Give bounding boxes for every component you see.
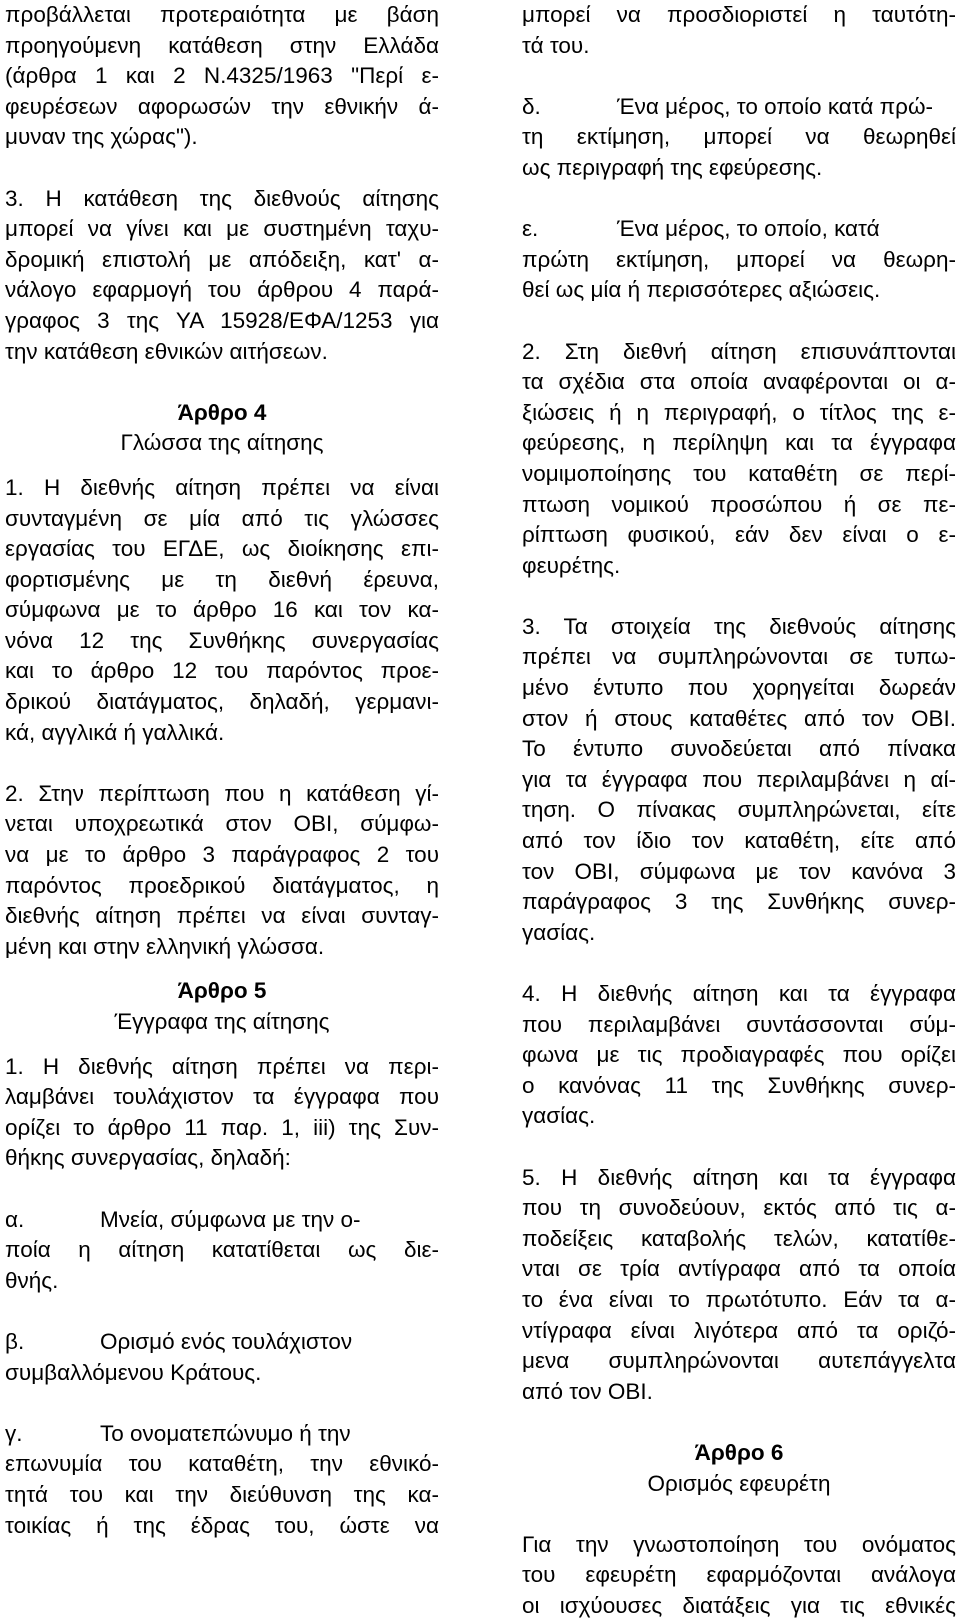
paragraph-2: [522, 337, 956, 582]
article-title: Ορισμός εφευρέτη: [647, 1470, 831, 1496]
text-line: θήκης συνεργασίας, δηλαδή:: [5, 1145, 291, 1171]
right-column: [522, 0, 956, 1621]
text-line: φορτισμένης με τη διεθνή έρευνα,: [5, 566, 439, 592]
text-line: γασίας.: [522, 919, 596, 945]
text-line: κά, αγγλικά ή γαλλικά.: [5, 719, 225, 745]
text-line: φευρέτης.: [522, 552, 621, 578]
list-item-e: [522, 214, 956, 306]
text-line: ξιώσεις ή η περιγραφή, ο τίτλος της ε-: [522, 399, 956, 425]
text-line: του εφευρέτη εφαρμόζονται ανάλογα: [522, 1562, 956, 1588]
paragraph-3-right: [522, 612, 956, 949]
text-line: Για την γνωστοποίηση του ονόματος: [522, 1531, 956, 1557]
text-line: που τη συνοδεύουν, εκτός από τις α-: [522, 1195, 956, 1221]
article-4-paragraph-1: [5, 473, 439, 748]
text-line: λαμβάνει τουλάχιστον τα έγγραφα που: [5, 1084, 439, 1110]
text-line: ορίζει το άρθρο 11 παρ. 1, iii) της Συν-: [5, 1114, 439, 1140]
text-line: γραφος 3 της ΥΑ 15928/ΕΦΑ/1253 για: [5, 307, 439, 333]
text-line: τά του.: [522, 32, 590, 58]
item-text: Το ονοματεπώνυμο ή την: [100, 1420, 351, 1446]
text-line: νομιμοποίησης του καταθέτη σε περί-: [522, 460, 956, 486]
article-4-paragraph-2: [5, 779, 439, 963]
text-line: ποδείξεις καταβολής τελών, κατατίθε-: [522, 1225, 956, 1251]
text-line: παράγραφος 3 της Συνθήκης συνερ-: [522, 889, 956, 915]
article-number: Άρθρο 5: [177, 978, 267, 1004]
left-column: [5, 0, 439, 1541]
text-line: να με το άρθρο 3 παράγραφος 2 του: [5, 842, 439, 868]
text-line: προηγούμενη κατάθεση στην Ελλάδα: [5, 32, 439, 58]
text-line: 2. Στην περίπτωση που η κατάθεση γί-: [5, 780, 439, 806]
paragraph-intro: [5, 0, 439, 153]
text-line: παρόντος προεδρικού διατάγματος, η: [5, 872, 439, 898]
text-line: που περιλαμβάνει συντάσσονται σύμ-: [522, 1011, 956, 1037]
text-line: τηση. Ο πίνακας συμπληρώνεται, είτε: [522, 797, 956, 823]
text-line: θεί ως μία ή περισσότερες αξιώσεις.: [522, 277, 881, 303]
text-line: μπορεί να γίνει και με συστημένη ταχυ-: [5, 216, 439, 242]
item-label: δ.: [522, 93, 541, 119]
text-line: φεύρεσης, η περίληψη και τα έγγραφα: [522, 430, 956, 456]
text-line: τον ΟΒΙ, σύμφωνα με τον κανόνα 3: [522, 858, 956, 884]
text-line: νται σε τρία αντίγραφα από τα οποία: [522, 1256, 956, 1282]
text-line: πρώτη εκτίμηση, μπορεί να θεωρη-: [522, 246, 956, 272]
text-line: προβάλλεται προτεραιότητα με βάση: [5, 2, 439, 27]
text-line: συμβαλλόμενου Κράτους.: [5, 1359, 262, 1385]
article-title: Έγγραφα της αίτησης: [114, 1009, 330, 1034]
text-line: [522, 214, 956, 245]
text-line: ο κανόνας 11 της Συνθήκης συνερ-: [522, 1072, 956, 1098]
text-line: 5. Η διεθνής αίτηση και τα έγγραφα: [522, 1164, 956, 1190]
paragraph-4: [522, 979, 956, 1132]
text-line: θνής.: [5, 1267, 59, 1293]
text-line: νόνα 12 της Συνθήκης συνεργασίας: [5, 627, 439, 653]
article-number: Άρθρο 6: [694, 1439, 784, 1465]
text-line: από τον ΟΒΙ.: [522, 1378, 653, 1404]
item-text: Ένα μέρος, το οποίο κατά πρώ-: [617, 93, 934, 119]
text-line: τα σχέδια στα οποία αναφέρονται οι α-: [522, 369, 956, 395]
paragraph-5: [522, 1163, 956, 1408]
text-line: φωνα με τις προδιαγραφές που ορίζει: [522, 1042, 956, 1068]
text-line: 4. Η διεθνής αίτηση και τα έγγραφα: [522, 981, 956, 1006]
article-6-heading: [522, 1438, 956, 1499]
item-label: α.: [5, 1206, 25, 1232]
text-line: μυναν της χώρας").: [5, 124, 198, 150]
text-line: Το έντυπο συνοδεύεται από πίνακα: [522, 736, 956, 762]
text-line: 3. Η κατάθεση της διεθνούς αίτησης: [5, 185, 439, 211]
text-line: οι ισχύουσες διατάξεις για τις εθνικές: [522, 1592, 956, 1618]
text-line: [5, 1205, 439, 1236]
item-label: ε.: [522, 216, 539, 242]
text-line: γασίας.: [522, 1103, 596, 1129]
article-5-paragraph-1: [5, 1052, 439, 1174]
article-title: Γλώσσα της αίτησης: [120, 430, 324, 456]
text-line: τητά του και την διεύθυνση της κα-: [5, 1481, 439, 1507]
text-line: για τα έγγραφα που περιλαμβάνει η αί-: [522, 766, 956, 792]
text-line: ρίπτωση φυσικού, εάν δεν είναι ο ε-: [522, 522, 956, 548]
text-line: διεθνής αίτηση πρέπει να είναι συνταγ-: [5, 903, 439, 929]
list-item-a: [5, 1205, 439, 1297]
text-line: συνταγμένη σε μία από τις γλώσσες: [5, 505, 439, 531]
item-text: Ένα μέρος, το οποίο, κατά: [617, 216, 880, 242]
text-line: φευρέσεων αφορωσών την εθνικήν ά-: [5, 93, 439, 119]
text-line: ντίγραφα είναι λιγότερα από τα οριζό-: [522, 1317, 956, 1343]
text-line: 1. Η διεθνής αίτηση πρέπει να περι-: [5, 1053, 439, 1079]
item-text: Ορισμό ενός τουλάχιστον: [100, 1328, 353, 1354]
item-label: β.: [5, 1328, 25, 1354]
text-line: εργασίας του ΕΓΔΕ, ως διοίκησης επι-: [5, 536, 439, 562]
text-line: δρικού διατάγματος, δηλαδή, γερμανι-: [5, 689, 439, 715]
text-line: 1. Η διεθνής αίτηση πρέπει να είναι: [5, 474, 439, 500]
text-line: πρέπει να συμπληρώνονται σε τυπω-: [522, 644, 956, 670]
text-line: το ένα είναι το πρωτότυπο. Εάν τα α-: [522, 1286, 956, 1312]
text-line: 2. Στη διεθνή αίτηση επισυνάπτονται: [522, 338, 956, 364]
text-line: [5, 1419, 439, 1450]
text-line: [522, 92, 956, 123]
text-line: την κατάθεση εθνικών αιτήσεων.: [5, 338, 328, 364]
text-line: επωνυμία του καταθέτη, την εθνικό-: [5, 1451, 439, 1477]
text-line: και το άρθρο 12 του παρόντος προε-: [5, 658, 439, 684]
text-line: μενα συμπληρώνονται αυτεπάγγελτα: [522, 1348, 956, 1374]
list-item-c: [5, 1419, 439, 1541]
text-line: νάλογο εφαρμογή του άρθρου 4 παρά-: [5, 277, 439, 303]
list-item-b: [5, 1327, 439, 1388]
text-line: τη εκτίμηση, μπορεί να θεωρηθεί: [522, 124, 956, 150]
continuation-paragraph: [522, 0, 956, 61]
text-line: από τον ίδιο τον καταθέτη, είτε από: [522, 828, 956, 854]
text-line: δρομική επιστολή με απόδειξη, κατ' α-: [5, 246, 439, 272]
article-number: Άρθρο 4: [177, 399, 267, 425]
text-line: ποία η αίτηση κατατίθεται ως διε-: [5, 1237, 439, 1263]
text-line: (άρθρα 1 και 2 Ν.4325/1963 "Περί ε-: [5, 63, 439, 89]
item-label: γ.: [5, 1420, 23, 1446]
text-line: 3. Τα στοιχεία της διεθνούς αίτησης: [522, 613, 956, 639]
article-5-heading: [5, 976, 439, 1037]
text-line: πτωση νομικού προσώπου ή σε πε-: [522, 491, 956, 517]
text-line: στον ή στους καταθέτες από τον ΟΒΙ.: [522, 705, 956, 731]
text-line: σύμφωνα με το άρθρο 16 και τον κα-: [5, 597, 439, 623]
text-line: [5, 1327, 439, 1358]
text-line: νεται υποχρεωτικά στον ΟΒΙ, σύμφω-: [5, 811, 439, 837]
list-item-d: [522, 92, 956, 184]
text-line: μπορεί να προσδιοριστεί η ταυτότη-: [522, 2, 956, 27]
paragraph-3: [5, 184, 439, 368]
text-line: τοικίας ή της έδρας του, ώστε να: [5, 1512, 439, 1538]
text-line: μένη και στην ελληνική γλώσσα.: [5, 933, 325, 959]
article-4-heading: [5, 398, 439, 459]
text-line: μένο έντυπο που χορηγείται δωρεάν: [522, 675, 956, 701]
item-text: Μνεία, σύμφωνα με την ο-: [100, 1206, 361, 1232]
paragraph-6: [522, 1530, 956, 1621]
text-line: ως περιγραφή της εφεύρεσης.: [522, 154, 823, 180]
